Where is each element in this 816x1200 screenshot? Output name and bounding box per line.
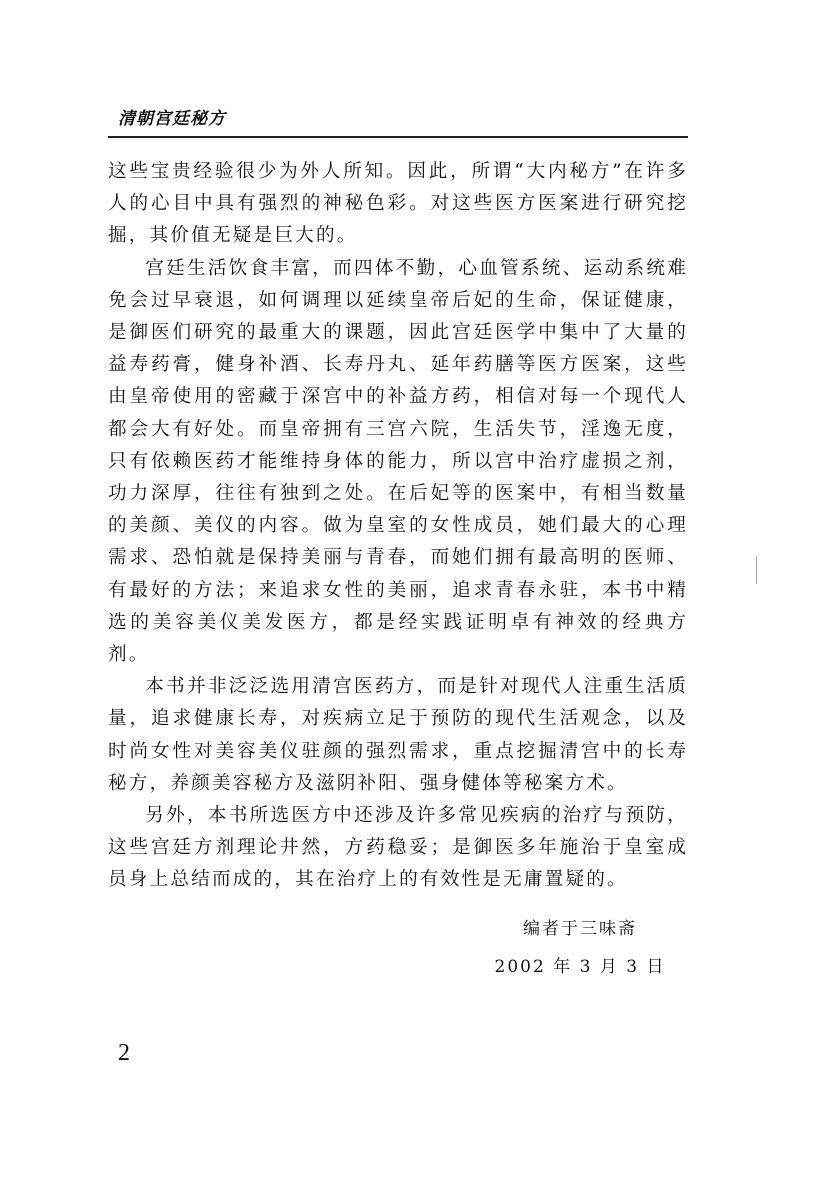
paragraph-1: 这些宝贵经验很少为外人所知。因此，所谓“大内秘方”在许多人的心目中具有强烈的神秘色彩。对这些医方医案进行研究挖掘，其价值无疑是巨大的。 (108, 161, 688, 247)
paragraph-2: 宫廷生活饮食丰富，而四体不勤，心血管系统、运动系统难免会过早衰退，如何调理以延续皇帝后妃的生命，保证健康，是御医们研究的最重大的课题，因此宫廷医学中集中了大量的益寿药膏，健身补酒、长寿丹丸、延年药膳等医方医案，这些由皇帝使用的密藏于深宫中的补益方药，相信对每一个现代人都会大有好处。而皇帝拥有三宫六院，生活失节，淫逸无度，只有依赖医药才能维持身体的能力，所以宫中治疗虚损之剂，功力深厚，往往有独到之处。在后妃等的医案中，有相当数量的美颜、美仪的内容。做为皇室的女性成员，她们最大的心理需求、恐怕就是保持美丽与青春，而她们拥有最高明的医师、有最好的方法；来追求女性的美丽，追求青春永驻，本书中精选的美容美仪美发医方，都是经实践证明卓有神效的经典方剂。 (108, 257, 688, 666)
paragraph-3: 本书并非泛泛选用清宫医药方，而是针对现代人注重生活质量，追求健康长寿，对疾病立足于预防的现代生活观念，以及时尚女性对美容美仪驻颜的强烈需求，重点挖掘清宫中的长寿秘方，养颜美容秘方及滋阴补阳、强身健体等秘案方术。 (108, 676, 688, 794)
body-text (108, 156, 688, 897)
paragraph-4: 另外，本书所选医方中还涉及许多常见疾病的治疗与预防，这些宫廷方剂理论井然，方药稳妥；是御医多年施治于皇室成员身上总结而成的，其在治疗上的有效性是无庸置疑的。 (108, 805, 688, 891)
signature-block (480, 912, 680, 984)
signature-author: 编者于三味斋 (523, 919, 637, 939)
page-number: 2 (118, 1040, 130, 1066)
scan-edge-mark (756, 556, 757, 584)
header-divider (108, 136, 688, 138)
running-header-title: 清朝宫廷秘方 (118, 109, 226, 129)
signature-date: 2002 年 3 月 3 日 (494, 957, 666, 977)
